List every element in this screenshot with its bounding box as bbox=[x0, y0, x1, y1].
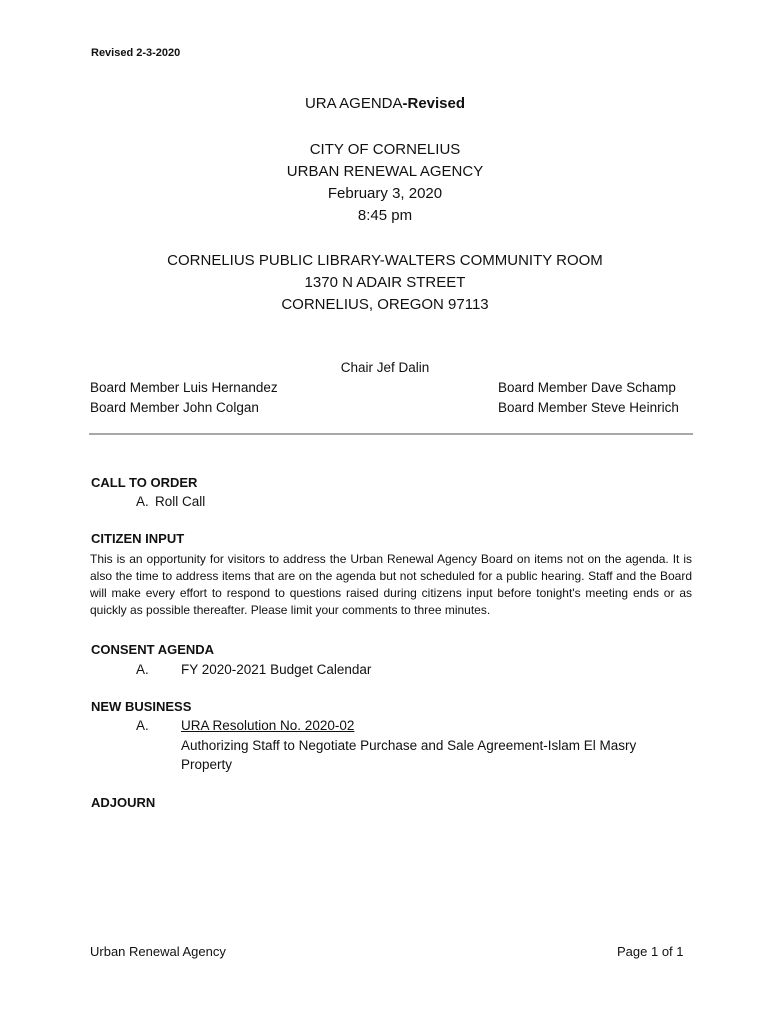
header-agency: URBAN RENEWAL AGENCY bbox=[286, 163, 484, 180]
board-member: Board Member Steve Heinrich bbox=[498, 400, 679, 415]
agenda-title-suffix: -Revised bbox=[402, 95, 466, 112]
resolution-description-cont: Property bbox=[181, 757, 233, 772]
header-time: 8:45 pm bbox=[357, 207, 413, 224]
agenda-item-marker: A. bbox=[136, 494, 149, 509]
board-member: Board Member Luis Hernandez bbox=[90, 380, 278, 395]
meeting-location bbox=[0, 250, 770, 316]
header-date: February 3, 2020 bbox=[327, 185, 443, 202]
section-heading-adjourn: ADJOURN bbox=[91, 795, 156, 810]
agenda-title-main: URA AGENDA bbox=[304, 95, 403, 112]
footer-agency: Urban Renewal Agency bbox=[90, 944, 226, 959]
section-heading-consent-agenda: CONSENT AGENDA bbox=[91, 642, 215, 657]
header-city: CITY OF CORNELIUS bbox=[309, 141, 461, 158]
board-member: Board Member John Colgan bbox=[90, 400, 259, 415]
footer-page-number: Page 1 of 1 bbox=[617, 944, 684, 959]
agenda-item-marker: A. bbox=[136, 662, 149, 677]
agenda-title bbox=[0, 95, 770, 112]
divider-rule bbox=[89, 433, 693, 435]
revised-note: Revised 2-3-2020 bbox=[91, 47, 181, 59]
location-street: 1370 N ADAIR STREET bbox=[304, 274, 466, 291]
section-heading-call-to-order: CALL TO ORDER bbox=[91, 475, 198, 490]
location-city: CORNELIUS, OREGON 97113 bbox=[281, 296, 489, 313]
citizen-input-text: This is an opportunity for visitors to address the Urban Renewal Agency Board on items not on the agenda. It is also the time to address items that are on the agenda but not scheduled for a public hearing. Staff and the Board will make every effort to respond to questions raised during citizens input before tonight's meeting ends or as quickly as possible thereafter. Please limit your comments to three minutes. bbox=[90, 552, 692, 617]
board-members-right bbox=[498, 378, 679, 418]
section-heading-new-business: NEW BUSINESS bbox=[91, 699, 192, 714]
agency-header bbox=[0, 139, 770, 227]
agenda-item-budget-calendar: FY 2020-2021 Budget Calendar bbox=[181, 662, 372, 677]
agenda-item-marker: A. bbox=[136, 718, 149, 733]
board-members-left bbox=[90, 378, 278, 418]
agenda-item-roll-call: Roll Call bbox=[155, 494, 206, 509]
board-chair: Chair Jef Dalin bbox=[340, 360, 430, 375]
resolution-description: Authorizing Staff to Negotiate Purchase and Sale Agreement-Islam El Masry bbox=[181, 738, 637, 753]
board-member: Board Member Dave Schamp bbox=[498, 380, 676, 395]
resolution-title: URA Resolution No. 2020-02 bbox=[181, 718, 355, 733]
section-heading-citizen-input: CITIZEN INPUT bbox=[91, 531, 185, 546]
location-room: CORNELIUS PUBLIC LIBRARY-WALTERS COMMUNITY ROOM bbox=[167, 252, 603, 269]
